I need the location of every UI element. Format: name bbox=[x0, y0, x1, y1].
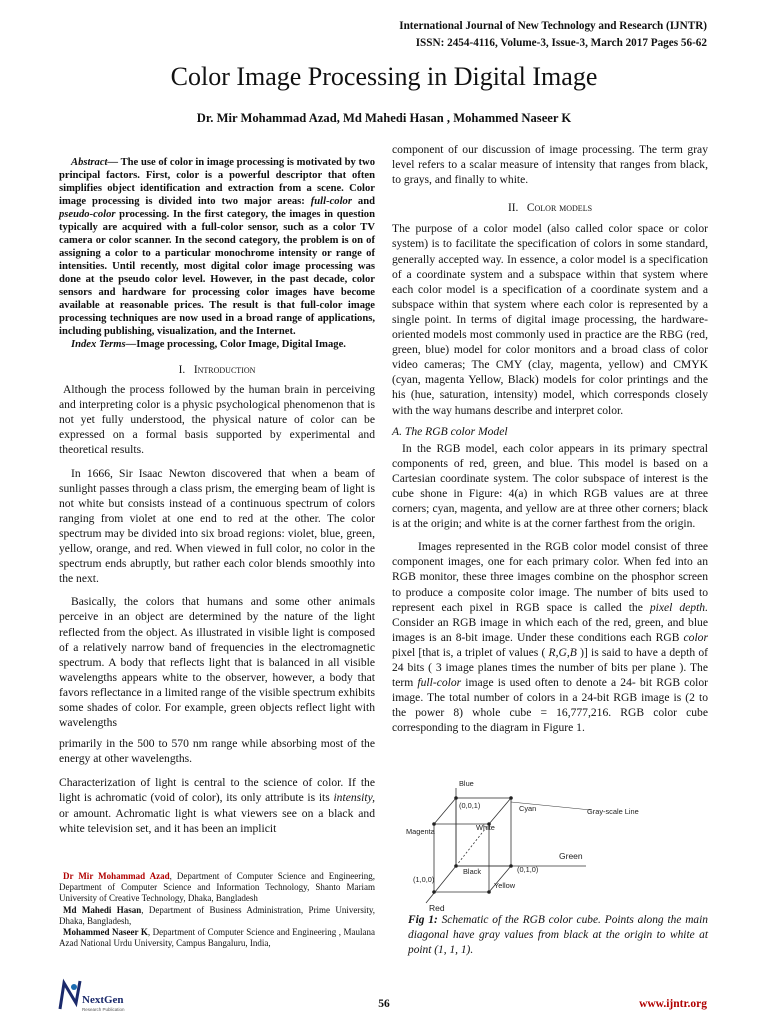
color-models-paragraph: The purpose of a color model (also called color space or color system) is to facilitate the specification of colors in some standard, generally accepted way. In essence, a color model is a specification of a coordinate system and a subspace within that system where each color model is a specification of a coordinate system and a subspace within that system where each color is represented by a single point. In terms of digital image processing, the hardware-oriented models most commonly used in practice are the RBG (red, green, blue) model for color monitors and a broad class of color video cameras; The CMY (clay, magenta, yellow) and CMYK (cyan, magenta Yellow, Black) models for color printings and the his (hue, saturation, intensity) model, which corresponds closely with the way humans describe and interpret color. bbox=[392, 222, 708, 417]
section-heading-intro: I. Introduction bbox=[178, 364, 256, 376]
label-cyan: Cyan bbox=[519, 804, 537, 813]
continuation-paragraph: component of our discussion of image processing. The term gray level refers to a scalar measure of intensity that ranges from black, to grays, and finally to white. bbox=[392, 143, 708, 187]
intro-paragraph-5: Characterization of light is central to the science of color. If the light is achromatic (void of color), its only attribute is its intensity, or amount. Achromatic light is what viewers see on a black and white television set, and it has been an implicit bbox=[59, 776, 375, 835]
journal-header: International Journal of New Technology and Research (IJNTR) bbox=[399, 20, 707, 32]
abstract-label: Abstract— bbox=[71, 157, 119, 168]
author-list: Dr. Mir Mohammad Azad, Md Mahedi Hasan , Mohammed Naseer K bbox=[196, 111, 572, 125]
figure-caption: Fig 1: Schematic of the RGB color cube. Points along the main diagonal have gray values from black at the origin to white at point (1, 1, 1). bbox=[408, 914, 708, 956]
label-010: (0,1,0) bbox=[517, 865, 539, 874]
index-terms: Index Terms—Image processing, Color Image, Digital Image. bbox=[71, 339, 346, 350]
label-100: (1,0,0) bbox=[413, 875, 435, 884]
intro-paragraph-2: In 1666, Sir Isaac Newton discovered that when a beam of sunlight passes through a class prism, the emerging beam of light is not white but consists instead of a continuous spectrum of colors ranging from violet at one end to red at the other. The color spectrum may be divided into six broad regions: violet, blue, green, yellow, orange, and red. When viewed in full color, no color in the spectrum ends abruptly, but rather each color blends smoothly into the next. bbox=[59, 466, 375, 586]
label-magenta: Magenta bbox=[406, 827, 435, 836]
issn-header: ISSN: 2454-4116, Volume-3, Issue-3, March 2017 Pages 56-62 bbox=[415, 37, 707, 49]
footnote-author-3: Mohammed Naseer K, Department of Computer Science and Engineering , Maulana Azad National Urdu University, Campus Bangaluru, India, bbox=[59, 927, 375, 949]
label-yellow: Yellow bbox=[494, 881, 516, 890]
journal-url[interactable]: www.ijntr.org bbox=[639, 998, 707, 1010]
right-column bbox=[392, 142, 708, 735]
intro-paragraph-4: primarily in the 500 to 570 nm range while absorbing most of the energy at other wavelengths. bbox=[59, 737, 375, 766]
label-gray-scale-line: Gray-scale Line bbox=[587, 807, 639, 816]
subsection-rgb-model: A. The RGB color Model bbox=[392, 424, 508, 438]
intro-paragraph-1: Although the process followed by the human brain in perceiving and interpreting color is a physic psychological phenomenon that is not yet fully understood, the physical nature of color can be expressed on a formal basis supported by experimental and theoretical results. bbox=[59, 383, 375, 457]
abstract: Abstract— The use of color in image processing is motivated by two principal factors. First, color is a powerful descriptor that often simplifies object identification and extraction from a scene. Color image processing is divided into two major areas: full-color and pseudo-color processing. In the first category, the images in question typically are acquired with a full-color sensor, such as a color TV camera or color scanner. In the second category, the problem is on of assigning a color to a particular monochrome intensity or range of intensities. Until recently, most digital color image processing was done at the pseudo color level. However, in the past decade, color sensors and hardware for processing color images have become available at reasonable prices. The result is that full-color image processing techniques are now used in a broad range of applications, including publishing, visualization, and the Internet. bbox=[59, 157, 375, 337]
intro-paragraph-3: Basically, the colors that humans and some other animals perceive in an object are determined by the nature of the light reflected from the object. As illustrated in visible light is composed of a relatively narrow band of frequencies in the electromagnetic spectrum. A body that reflects light that is balanced in all visible wavelengths appears white to the observer, however, a body that favors reflectance in a limited range of the visible spectrum exhibits some shades of color. For example, green objects reflect light with wavelengths bbox=[59, 595, 375, 730]
footnote-author-1: Dr Mir Mohammad Azad, Department of Computer Science and Engineering, Department of Computer Science and Information Technology, Shanto Mariam University of Creative Technology, Dhaka, Bangladesh bbox=[59, 871, 375, 904]
cube-points bbox=[432, 796, 513, 894]
label-white: White bbox=[476, 823, 495, 832]
page-number: 56 bbox=[378, 998, 390, 1010]
label-001: (0,0,1) bbox=[459, 801, 481, 810]
logo-text: NextGen bbox=[82, 994, 124, 1006]
rgb-cube-figure bbox=[401, 778, 651, 913]
rgb-paragraph-1: In the RGB model, each color appears in its primary spectral components of red, green, and blue. This model is based on a Cartesian coordinate system. The color subspace of interest is the cube shone in Figure: 4(a) in which RGB values are at three corners; cyan, magenta, and yellow are at three other corners; black is at the origin; and white is at the corner farthest from the origin. bbox=[392, 441, 708, 531]
label-green: Green bbox=[559, 851, 583, 861]
section-heading-color-models: II. Color models bbox=[507, 202, 593, 215]
paper-title: Color Image Processing in Digital Image bbox=[170, 62, 598, 91]
logo-subtext: Research Publication bbox=[82, 1007, 125, 1012]
rgb-paragraph-2: Images represented in the RGB color model consist of three component images, one for each primary color. When fed into an RGB monitor, these three images combine on the phosphor screen to produce a composite color image. The number of bits used to represent each pixel in RGB space is called the pixel depth. Consider an RGB image in which each of the red, green, and blue images is an 8-bit image. Under these conditions each RGB color pixel [that is, a triplet of values ( R,G,B )] is said to have a depth of 24 bits ( 3 image planes times the number of bits per plane ). The term full-color image is used often to denote a 24- bit RGB color image. The total number of colors in a 24-bit RGB image is (2 to the power 8) whole cube = 16,777,216. RGB color cube corresponding to the diagram in Figure 1. bbox=[392, 540, 709, 735]
left-column bbox=[59, 156, 375, 836]
label-blue: Blue bbox=[459, 779, 474, 788]
label-black: Black bbox=[463, 867, 482, 876]
author-footnotes bbox=[59, 871, 375, 949]
footnote-author-2: Md Mahedi Hasan, Department of Business Administration, Prime University, Dhaka, Bangladesh, bbox=[59, 904, 375, 926]
label-red: Red bbox=[429, 903, 445, 913]
